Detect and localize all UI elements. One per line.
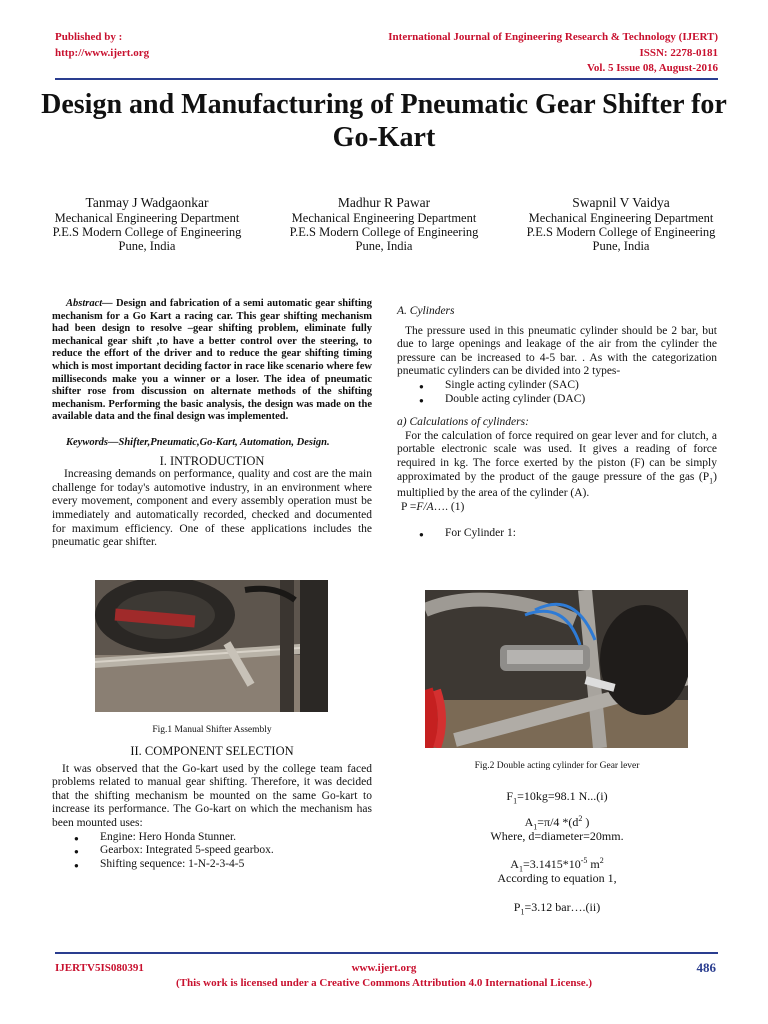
list-item: ● Double acting cylinder (DAC) xyxy=(419,393,717,407)
introduction-text: Increasing demands on performance, quality and cost are the main challenge for today's automotive industry, in an environment where every movement, component and every assembly operation must be immediately and automatically recorded, checked and documented for maximum efficiency. One of these applications includes the pneumatic gear shifter. xyxy=(52,468,372,549)
eq-a1-sub: 1 xyxy=(518,864,523,874)
abstract-label: Abstract— xyxy=(66,298,113,309)
publisher-label: Published by : xyxy=(55,31,123,43)
journal-name: International Journal of Engineering Research & Technology (IJERT) xyxy=(388,31,718,43)
eq-f-sub: 1 xyxy=(513,796,518,806)
author-place: Pune, India xyxy=(592,239,650,253)
footer-rule xyxy=(55,952,718,954)
eq1-number: …. (1) xyxy=(433,501,465,514)
fig2-caption: Fig.2 Double acting cylinder for Gear lever xyxy=(474,761,640,771)
calc-text-before: For the calculation of force required on gear lever and for clutch, a portable electronic scale was used. It gives a reading of force required in kg. The force exerted by the piston (F) can be simply approximated by the product of the gauge pressure of the gas (P xyxy=(397,429,717,483)
double-acting-cylinder-image xyxy=(425,590,688,748)
list-item: ● For Cylinder 1: xyxy=(419,527,717,541)
footer-url[interactable]: www.ijert.org xyxy=(351,962,417,974)
subsection-heading-calculations: a) Calculations of cylinders: xyxy=(397,416,529,429)
calculations-text xyxy=(397,430,717,501)
cylinders-text: The pressure used in this pneumatic cylinder should be 2 bar, but due to large openings and leakage of the air from the cylinder the pressure can be increased to 4-5 bar. . As with the categorization pneumatic cylinders can be divided into 2 types- xyxy=(397,324,717,378)
list-item: ● Gearbox: Integrated 5-speed gearbox. xyxy=(74,844,372,858)
left-column-lower xyxy=(52,745,372,871)
author-college: P.E.S Modern College of Engineering xyxy=(52,225,242,239)
eq-p1: P xyxy=(513,900,521,914)
author-name: Swapnil V Vaidya xyxy=(572,195,670,210)
eq-a: A xyxy=(524,815,534,829)
volume-issue: Vol. 5 Issue 08, August-2016 xyxy=(586,62,718,74)
eq-p1-sub: 1 xyxy=(520,907,525,917)
author-college: P.E.S Modern College of Engineering xyxy=(289,225,479,239)
section-heading-component-selection: II. COMPONENT SELECTION xyxy=(130,744,294,758)
paper-title: Design and Manufacturing of Pneumatic Gear Shifter for Go-Kart xyxy=(41,89,727,153)
header-rule xyxy=(55,78,718,80)
author-dept: Mechanical Engineering Department xyxy=(54,211,240,225)
cylinder1-list xyxy=(419,527,717,541)
calc-p-subscript: 1 xyxy=(709,475,714,485)
eq1-formula: F/A xyxy=(416,501,434,514)
eq-a1-exp: -5 xyxy=(580,856,588,865)
eq-a1-unit: m xyxy=(587,857,600,871)
left-column xyxy=(52,298,372,550)
component-selection-text: It was observed that the Go-kart used by the college team faced problems related to manual gear shifting. Therefore, it was decided that the shifting mechanism be mounted on the same Go-kart to increase its performance. The Go-kart on which the mechanism has been mounted uses: xyxy=(52,762,372,829)
author-block xyxy=(289,196,479,253)
equation-1 xyxy=(397,501,717,515)
fig2-photo xyxy=(425,590,688,748)
author-block xyxy=(52,196,242,253)
equation-force xyxy=(397,789,717,805)
eq-a1-unit-exp: 2 xyxy=(599,856,604,865)
author-dept: Mechanical Engineering Department xyxy=(291,211,477,225)
eq-a-close: ) xyxy=(582,815,590,829)
eq-p1-value: =3.12 bar….(ii) xyxy=(524,900,601,914)
cylinder-types-list xyxy=(419,379,717,406)
list-item: ● Shifting sequence: 1-N-2-3-4-5 xyxy=(74,858,372,872)
eq1-p: P xyxy=(401,501,407,514)
component-list xyxy=(74,831,372,872)
fig1-caption: Fig.1 Manual Shifter Assembly xyxy=(152,725,272,735)
list-item: ● Single acting cylinder (SAC) xyxy=(419,379,717,393)
manual-shifter-image xyxy=(95,580,328,712)
equation-according: According to equation 1, xyxy=(497,871,617,885)
eq-a-formula: =π/4 *(d xyxy=(537,815,579,829)
list-item: ● Engine: Hero Honda Stunner. xyxy=(74,831,372,845)
eq1-equals: = xyxy=(406,501,417,514)
right-column xyxy=(397,305,717,540)
author-college: P.E.S Modern College of Engineering xyxy=(526,225,716,239)
author-block xyxy=(526,196,716,253)
keywords: Keywords—Shifter,Pneumatic,Go-Kart, Automation, Design. xyxy=(66,436,330,448)
author-name: Madhur R Pawar xyxy=(337,195,431,210)
eq-a1-value: =3.1415*10 xyxy=(522,857,581,871)
calc-text-after: ) multiplied by the area of the cylinder (A). xyxy=(397,470,717,500)
publisher-url[interactable]: http://www.ijert.org xyxy=(55,47,150,59)
eq-a-sub: 1 xyxy=(533,822,538,832)
eq-f: F xyxy=(506,789,514,803)
author-name: Tanmay J Wadgaonkar xyxy=(85,195,209,210)
author-place: Pune, India xyxy=(355,239,413,253)
author-place: Pune, India xyxy=(118,239,176,253)
issn: ISSN: 2278-0181 xyxy=(639,47,718,59)
page-number: 486 xyxy=(696,960,716,975)
equation-pressure xyxy=(397,900,717,916)
abstract xyxy=(52,298,372,424)
license-notice: (This work is licensed under a Creative Commons Attribution 4.0 International License.) xyxy=(175,977,593,989)
eq-a1: A xyxy=(510,857,519,871)
eq-f-value: =10kg=98.1 N...(i) xyxy=(517,789,608,803)
paper-code: IJERTV5IS080391 xyxy=(55,962,144,974)
author-dept: Mechanical Engineering Department xyxy=(528,211,714,225)
equation-where: Where, d=diameter=20mm. xyxy=(490,829,624,843)
abstract-text: Design and fabrication of a semi automatic gear shifting mechanism for a Go Kart a racing car. This gear shifting mechanism had been design to resolve –gear shifting problem, eliminate fully mechanical gear shift ,to have a better control over the steering, to reduce the effort of the driver and to reduce the gear shifting timing which is most important deciding factor in race like scenario where few milliseconds make you a winner or a loser. The idea of pneumatic shifter rose from discussion on alternate methods of the shifting mechanism. Performing the basic analysis, the design was made on the available data and the final design was implemented. xyxy=(52,298,372,423)
section-heading-introduction: I. INTRODUCTION xyxy=(159,453,265,468)
eq-a-sup: 2 xyxy=(578,814,583,823)
subsection-heading-cylinders: A. Cylinders xyxy=(397,305,455,317)
fig1-photo xyxy=(95,580,328,712)
